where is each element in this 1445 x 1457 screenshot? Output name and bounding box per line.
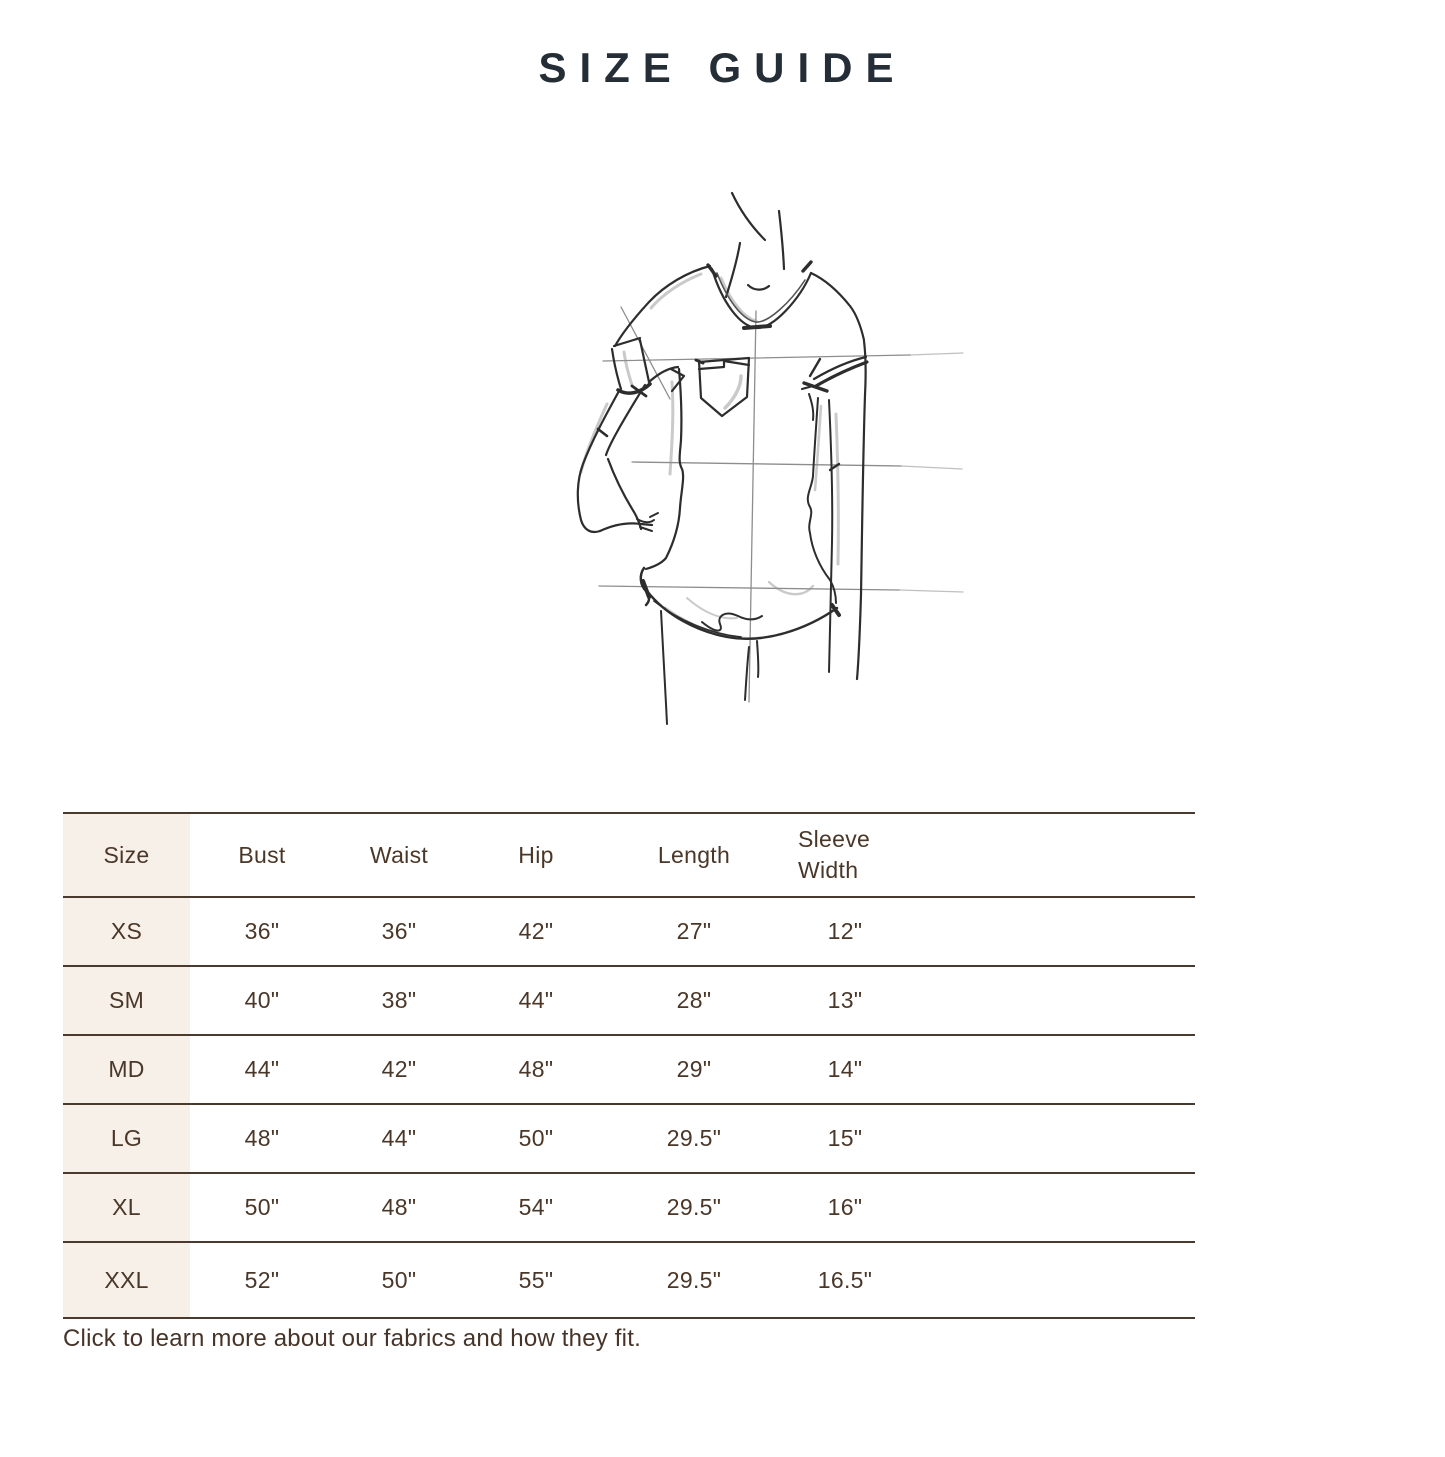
measurement-cell: 16.5" [817,1266,873,1293]
size-cell: MD [63,1035,190,1104]
fabrics-info-link[interactable]: Click to learn more about our fabrics and how they fit. [63,1325,641,1352]
column-header-bust: Bust [238,841,286,868]
sleeve-width-label: Sleeve Width [798,825,871,883]
measurement-cell: 50" [244,1194,280,1220]
measurement-cell: 50" [518,1125,554,1151]
measurement-cell: 55" [518,1266,554,1293]
measurement-cell: 48" [518,1056,554,1082]
tshirt-sketch-svg [553,170,968,750]
measurement-cell: 42" [518,918,554,944]
measurement-cell: 50" [381,1266,417,1293]
header-row [63,813,1195,897]
size-guide-table [63,812,1195,1319]
measurement-cell: 38" [381,987,417,1013]
page-title: SIZE GUIDE [538,44,907,91]
size-cell: LG [63,1104,190,1173]
size-guide-section [63,812,1195,1319]
column-header-sleeve-width [780,813,910,897]
measurement-cell: 48" [381,1194,417,1220]
column-header-length: Length [657,841,731,868]
measurement-cell: 54" [518,1194,554,1220]
size-cell: XL [63,1173,190,1242]
measurement-cell: 36" [244,918,280,944]
table-row [63,897,1195,966]
measurement-cell: 16" [827,1194,863,1220]
table-row [63,1035,1195,1104]
filler-cell [910,1035,1195,1104]
column-header-size: Size [63,813,190,897]
measurement-cell: 44" [381,1125,417,1151]
table-row [63,966,1195,1035]
size-cell: XXL [63,1242,190,1318]
measurement-cell: 14" [827,1056,863,1082]
measurement-cell: 29.5" [666,1125,722,1151]
tshirt-measurement-sketch [553,170,968,750]
filler-cell [910,1173,1195,1242]
measurement-cell: 29" [676,1056,712,1082]
measurement-cell: 44" [518,987,554,1013]
size-cell: SM [63,966,190,1035]
table-row [63,1104,1195,1173]
table-row [63,1242,1195,1318]
measurement-cell: 28" [676,987,712,1013]
column-header-waist: Waist [369,841,429,868]
table-row [63,1173,1195,1242]
filler-cell [910,1104,1195,1173]
measurement-cell: 52" [244,1266,280,1293]
measurement-cell: 42" [381,1056,417,1082]
measurement-cell: 36" [381,918,417,944]
filler-cell [910,897,1195,966]
column-header-hip: Hip [518,841,554,868]
measurement-cell: 15" [827,1125,863,1151]
measurement-cell: 13" [827,987,863,1013]
measurement-cell: 40" [244,987,280,1013]
filler-cell [910,1242,1195,1318]
size-table-body [63,897,1195,1318]
measurement-cell: 48" [244,1125,280,1151]
size-cell: XS [63,897,190,966]
measurement-cell: 27" [676,918,712,944]
filler-cell [910,966,1195,1035]
column-header-filler [910,813,1195,897]
measurement-cell: 44" [244,1056,280,1082]
measurement-cell: 29.5" [666,1194,722,1220]
measurement-cell: 29.5" [666,1266,722,1293]
measurement-cell: 12" [827,918,863,944]
